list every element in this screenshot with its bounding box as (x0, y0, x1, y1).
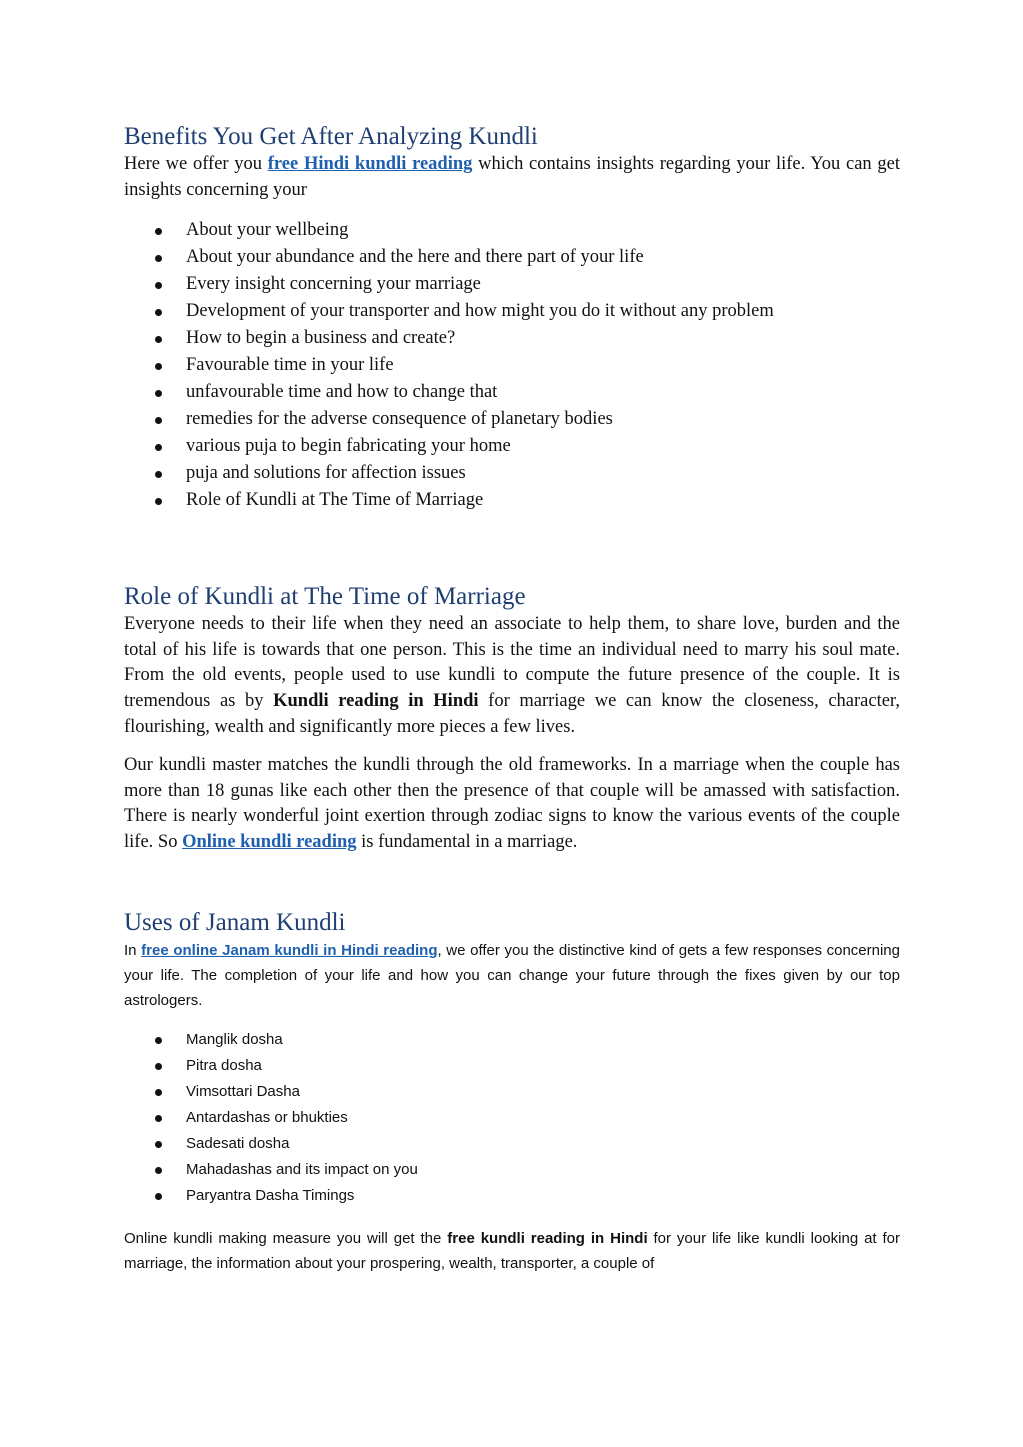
list-item: puja and solutions for affection issues (124, 460, 900, 487)
list-item: About your wellbeing (124, 217, 900, 244)
heading-role-of-kundli: Role of Kundli at The Time of Marriage (124, 583, 526, 611)
role-p1-text-end: for marriage we can know the closeness, character, flourishing, wealth and significantly more pieces a few lives. (124, 690, 900, 737)
list-item: About your abundance and the here and there part of your life (124, 244, 900, 271)
list-item: Pitra dosha (124, 1053, 900, 1079)
list-item: Every insight concerning your marriage (124, 271, 900, 298)
uses-paragraph-1 (124, 938, 900, 1013)
list-item: Development of your transporter and how might you do it without any problem (124, 298, 900, 325)
benefits-intro (124, 152, 900, 203)
online-kundli-reading-link[interactable]: Online kundli reading (182, 831, 357, 852)
list-item: Mahadashas and its impact on you (124, 1157, 900, 1183)
list-item: various puja to begin fabricating your home (124, 433, 900, 460)
uses-list (124, 1027, 900, 1209)
uses-p2-text-end: for your life like kundli looking at for marriage, the information about your prospering, wealth, transporter, a couple of (124, 1229, 901, 1272)
list-item: How to begin a business and create? (124, 325, 900, 352)
heading-uses-of-janam-kundli: Uses of Janam Kundli (124, 908, 346, 936)
list-item: Manglik dosha (124, 1027, 900, 1053)
list-item: unfavourable time and how to change that (124, 379, 900, 406)
benefits-list (124, 217, 900, 514)
uses-p1-text-end: , we offer you the distinctive kind of gets a few responses concerning your life. The completion of your life and how you can change your future through the fixes given by our top astrologers. (124, 941, 900, 1009)
intro-text-end: which contains insights regarding your life. You can get insights concerning your (124, 154, 900, 200)
free-hindi-kundli-reading-link[interactable]: free Hindi kundli reading (267, 154, 473, 174)
list-item: Vimsottari Dasha (124, 1079, 900, 1105)
free-kundli-reading-in-hindi-bold: free kundli reading in Hindi (447, 1229, 648, 1247)
role-paragraph-2 (124, 753, 900, 855)
list-item: Favourable time in your life (124, 352, 900, 379)
intro-text-start: Here we offer you (124, 154, 268, 174)
kundli-reading-in-hindi-bold: Kundli reading in Hindi (273, 690, 479, 711)
role-p1-text-start: Everyone needs to their life when they need an associate to help them, to share love, burden and the total of his life is towards that one person. This is the time an individual need to marry his soul mate. From the old events, people used to use kundli to compute the future presence of the couple. It is tremendous as by (124, 614, 900, 711)
role-p2-text-end: is fundamental in a marriage. (356, 831, 578, 852)
uses-paragraph-2 (124, 1226, 900, 1276)
role-p2-text-start: Our kundli master matches the kundli through the old frameworks. In a marriage when the couple has more than 18 gunas like each other then the presence of that couple will be amassed with satisfaction. There is nearly wonderful joint exertion through zodiac signs to know the various events of the couple life. So (124, 755, 900, 852)
list-item: remedies for the adverse consequence of planetary bodies (124, 406, 900, 433)
uses-p1-text-start: In (124, 941, 142, 959)
list-item: Sadesati dosha (124, 1131, 900, 1157)
role-paragraph-1 (124, 612, 900, 740)
list-item: Role of Kundli at The Time of Marriage (124, 487, 900, 514)
free-online-janam-kundli-link[interactable]: free online Janam kundli in Hindi reading (141, 941, 438, 959)
list-item: Antardashas or bhukties (124, 1105, 900, 1131)
document-page (124, 122, 900, 1276)
heading-benefits: Benefits You Get After Analyzing Kundli (124, 123, 538, 150)
uses-p2-text-start: Online kundli making measure you will get the (124, 1229, 448, 1247)
list-item: Paryantra Dasha Timings (124, 1183, 900, 1209)
